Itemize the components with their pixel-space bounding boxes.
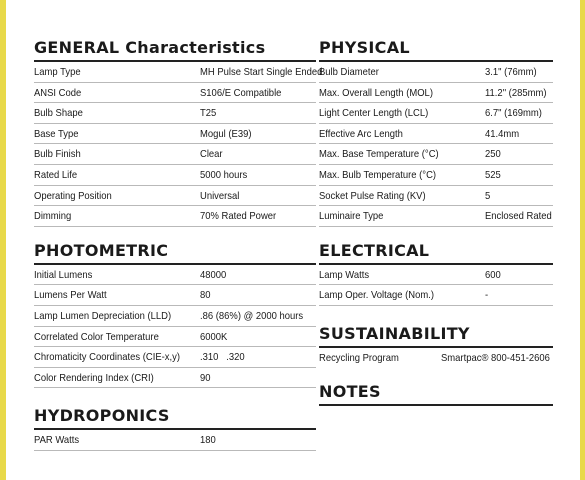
spec-row xyxy=(319,62,553,83)
spec-row xyxy=(34,206,316,227)
spec-value: T25 xyxy=(200,107,217,120)
spec-label: Lamp Oper. Voltage (Nom.) xyxy=(319,289,435,302)
spec-row xyxy=(34,83,316,104)
spec-row xyxy=(319,265,553,286)
spec-row xyxy=(319,144,553,165)
general-section xyxy=(34,38,323,227)
spec-row xyxy=(34,103,316,124)
spec-value: 70% Rated Power xyxy=(200,210,277,223)
physical-section xyxy=(319,38,553,227)
general-title: GENERAL Characteristics xyxy=(34,38,316,62)
sustainability-section xyxy=(319,324,553,368)
spec-label: Color Rendering Index (CRI) xyxy=(34,371,154,384)
spec-value: 3.1" (76mm) xyxy=(485,66,537,78)
spec-value: 6.7" (169mm) xyxy=(485,107,542,120)
electrical-title: ELECTRICAL xyxy=(319,241,553,265)
spec-value: 48000 xyxy=(200,268,227,281)
spec-sheet xyxy=(6,0,580,480)
notes-title: NOTES xyxy=(319,382,553,406)
spec-row xyxy=(34,368,316,389)
spec-value: - xyxy=(485,289,489,302)
spec-value: 250 xyxy=(485,148,501,161)
spec-row xyxy=(34,124,316,145)
spec-label: Rated Life xyxy=(34,168,78,181)
electrical-section xyxy=(319,241,553,306)
spec-label: Initial Lumens xyxy=(34,268,93,281)
spec-value: Mogul (E39) xyxy=(200,127,252,140)
spec-value: .310 .320 xyxy=(200,351,245,364)
spec-value: 525 xyxy=(485,168,501,181)
spec-row xyxy=(34,327,316,348)
spec-label: Correlated Color Temperature xyxy=(34,330,159,343)
spec-label: Max. Bulb Temperature (°C) xyxy=(319,168,437,181)
spec-label: Recycling Program xyxy=(319,351,399,364)
spec-label: Operating Position xyxy=(34,189,112,202)
spec-row xyxy=(319,348,553,368)
spec-value: 11.2" (285mm) xyxy=(485,86,547,99)
spec-value: S106/E Compatible xyxy=(200,86,282,99)
spec-label: PAR Watts xyxy=(34,434,80,447)
spec-row xyxy=(34,265,316,286)
photometric-title: PHOTOMETRIC xyxy=(34,241,316,265)
spec-label: Lumens Per Watt xyxy=(34,289,107,302)
spec-row xyxy=(34,430,316,451)
spec-value: Clear xyxy=(200,148,223,161)
spec-label: Socket Pulse Rating (KV) xyxy=(319,189,426,202)
spec-value: 5 xyxy=(485,189,491,202)
spec-label: Base Type xyxy=(34,127,79,140)
spec-row xyxy=(319,83,553,104)
spec-label: Lamp Lumen Depreciation (LLD) xyxy=(34,309,172,322)
spec-label: Dimming xyxy=(34,210,72,223)
spec-row xyxy=(34,186,316,207)
spec-row xyxy=(34,306,316,327)
left-column xyxy=(34,38,323,465)
spec-value: 80 xyxy=(200,289,211,302)
sustainability-title: SUSTAINABILITY xyxy=(319,324,553,348)
spec-value: MH Pulse Start Single Ended xyxy=(200,66,323,78)
spec-row xyxy=(34,347,316,368)
spec-label: Effective Arc Length xyxy=(319,127,403,140)
spec-row xyxy=(34,144,316,165)
spec-value: 5000 hours xyxy=(200,168,248,181)
hydroponics-section xyxy=(34,406,316,451)
spec-row xyxy=(319,186,553,207)
spec-value: .86 (86%) @ 2000 hours xyxy=(200,309,304,322)
spec-label: Bulb Finish xyxy=(34,148,81,161)
spec-value: 600 xyxy=(485,268,501,281)
spec-label: Bulb Diameter xyxy=(319,66,379,78)
spec-value: 41.4mm xyxy=(485,127,520,140)
hydroponics-title: HYDROPONICS xyxy=(34,406,316,430)
spec-label: Chromaticity Coordinates (CIE-x,y) xyxy=(34,351,180,364)
spec-label: Lamp Watts xyxy=(319,268,370,281)
right-column xyxy=(319,38,553,420)
spec-value: Smartpac® 800-451-2606 xyxy=(441,351,550,364)
spec-label: ANSI Code xyxy=(34,86,82,99)
spec-row xyxy=(319,206,553,227)
spec-value: 6000K xyxy=(200,330,228,343)
spec-row xyxy=(319,124,553,145)
spec-label: Light Center Length (LCL) xyxy=(319,107,429,120)
spec-value: 180 xyxy=(200,434,216,447)
physical-title: PHYSICAL xyxy=(319,38,553,62)
spec-value: 90 xyxy=(200,371,211,384)
spec-row xyxy=(319,165,553,186)
spec-value: Enclosed Rated xyxy=(485,210,552,223)
spec-label: Max. Base Temperature (°C) xyxy=(319,148,439,161)
notes-section xyxy=(319,382,553,406)
spec-row xyxy=(34,62,323,83)
spec-row xyxy=(34,285,316,306)
photometric-section xyxy=(34,241,316,389)
spec-row xyxy=(319,103,553,124)
spec-label: Max. Overall Length (MOL) xyxy=(319,86,433,99)
spec-row xyxy=(319,285,553,306)
spec-row xyxy=(34,165,316,186)
spec-label: Bulb Shape xyxy=(34,107,83,120)
spec-label: Luminaire Type xyxy=(319,210,384,223)
spec-value: Universal xyxy=(200,189,240,202)
spec-label: Lamp Type xyxy=(34,66,81,78)
